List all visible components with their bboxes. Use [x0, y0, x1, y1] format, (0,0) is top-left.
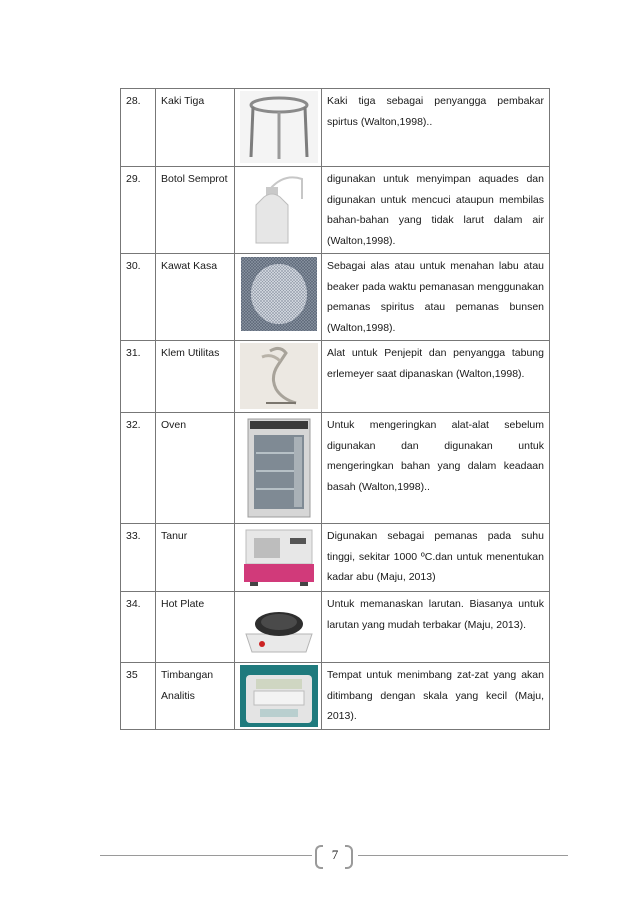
table-row [121, 254, 550, 341]
hot-plate-icon [240, 594, 318, 660]
wire-gauze-icon [240, 256, 318, 332]
table-row [121, 413, 550, 524]
item-name: Botol Semprot [156, 167, 235, 254]
footer-rule-left [100, 855, 312, 856]
item-image [235, 413, 322, 524]
row-number: 28. [121, 89, 156, 167]
table-row [121, 167, 550, 254]
item-image [235, 341, 322, 413]
item-name: Tanur [156, 524, 235, 592]
item-description: Untuk memanaskan larutan. Biasanya untuk larutan yang mudah terbakar (Maju, 2013). [322, 592, 550, 663]
item-description: Untuk mengeringkan alat-alat sebelum digunakan dan digunakan untuk mengeringkan bahan yang dalam keadaan basah (Walton,1998).. [322, 413, 550, 524]
item-image [235, 89, 322, 167]
item-image [235, 663, 322, 730]
item-description: Sebagai alas atau untuk menahan labu atau beaker pada waktu pemanasan menggunakan pemanas spiritus atau pemanas bunsen (Walton,1998). [322, 254, 550, 341]
item-name: Kaki Tiga [156, 89, 235, 167]
item-description: Alat untuk Penjepit dan penyangga tabung erlemeyer saat dipanaskan (Walton,1998). [322, 341, 550, 413]
page-number: 7 [331, 847, 339, 862]
item-description: digunakan untuk menyimpan aquades dan digunakan untuk mencuci ataupun membilas bahan-bahan yang tidak larut dalam air (Walton,1998). [322, 167, 550, 254]
item-name: Oven [156, 413, 235, 524]
tripod-icon [240, 91, 318, 163]
table-row [121, 592, 550, 663]
utility-clamp-icon [240, 343, 318, 409]
footer-rule-right [358, 855, 568, 856]
item-name: Hot Plate [156, 592, 235, 663]
item-description: Tempat untuk menimbang zat-zat yang akan ditimbang dengan skala yang kecil (Maju, 2013). [322, 663, 550, 730]
row-number: 29. [121, 167, 156, 254]
item-image [235, 524, 322, 592]
oven-icon [240, 415, 318, 521]
row-number: 30. [121, 254, 156, 341]
row-number: 32. [121, 413, 156, 524]
table-row [121, 341, 550, 413]
item-image [235, 167, 322, 254]
table-row [121, 89, 550, 167]
furnace-icon [240, 526, 318, 588]
analytical-balance-icon [240, 665, 318, 727]
item-image [235, 592, 322, 663]
table-row [121, 524, 550, 592]
table-row [121, 663, 550, 730]
item-description: Digunakan sebagai pemanas pada suhu tinggi, sekitar 1000 ºC.dan untuk menentukan kadar abu (Maju, 2013) [322, 524, 550, 592]
item-name: Klem Utilitas [156, 341, 235, 413]
item-name: Kawat Kasa [156, 254, 235, 341]
item-image [235, 254, 322, 341]
equipment-table [120, 88, 550, 730]
row-number: 33. [121, 524, 156, 592]
row-number: 35 [121, 663, 156, 730]
wash-bottle-icon [240, 169, 318, 247]
item-name: Timbangan Analitis [156, 663, 235, 730]
item-description: Kaki tiga sebagai penyangga pembakar spirtus (Walton,1998).. [322, 89, 550, 167]
row-number: 34. [121, 592, 156, 663]
row-number: 31. [121, 341, 156, 413]
